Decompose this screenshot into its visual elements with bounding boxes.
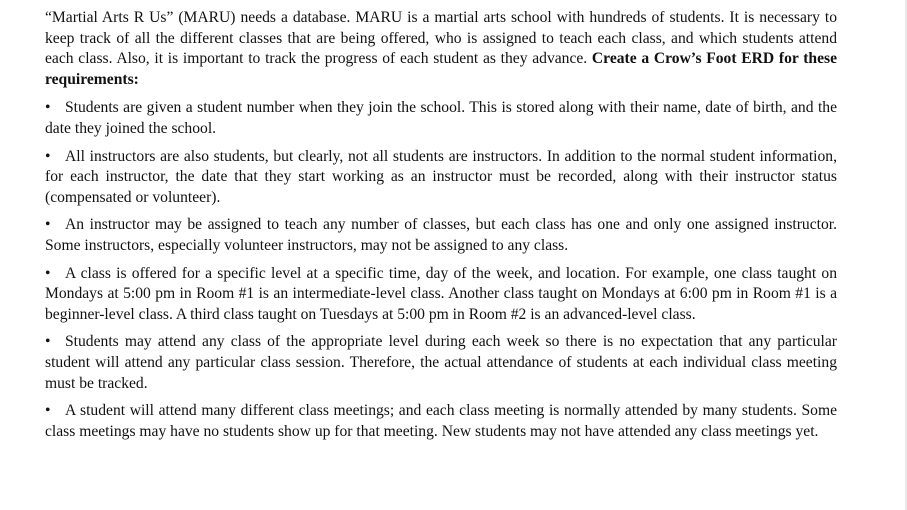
bullet-icon: • [45, 147, 51, 165]
requirement-text: Students are given a student number when they join the school. This is stored along with their name, date of birth, and the date they joined the school. [45, 99, 837, 137]
requirement-text: A student will attend many different class meetings; and each class meeting is normally attended by many students. Some class meetings may have no students show up for that meeting. New students may not have attended any class meetings yet. [45, 402, 837, 440]
requirement-bullet [45, 98, 837, 139]
requirement-bullet [45, 215, 837, 256]
requirement-text: Students may attend any class of the appropriate level during each week so there is no expectation that any particular student will attend any particular class session. Therefore, the actual attendance of students at each individual class meeting must be tracked. [45, 333, 837, 392]
document-page [45, 8, 837, 449]
requirement-bullet [45, 147, 837, 209]
requirement-bullet [45, 401, 837, 442]
requirement-bullet [45, 264, 837, 326]
bullet-icon: • [45, 402, 51, 420]
bullet-icon: • [45, 99, 51, 117]
bullet-icon: • [45, 264, 51, 282]
requirement-bullet [45, 332, 837, 394]
requirement-text: A class is offered for a specific level at a specific time, day of the week, and location. For example, one class taught on Mondays at 5:00 pm in Room #1 is an intermediate-level class. Another class taught on Mondays at 6:00 pm in Room #1 is a beginner-level class. A third class taught on Tuesdays at 5:00 pm in Room #2 is an advanced-level class. [45, 264, 837, 323]
requirement-text: An instructor may be assigned to teach any number of classes, but each class has one and only one assigned instructor. Some instructors, especially volunteer instructors, may not be assigned to any class. [45, 216, 837, 254]
intro-text: “Martial Arts R Us” (MARU) needs a database. MARU is a martial arts school with hundreds of students. It is necessary to keep track of all the different classes that are being offered, who is assigned to teach each class, and which students attend each class. Also, it is important to track the progress of each student as they advance. [45, 9, 837, 68]
requirement-text: All instructors are also students, but clearly, not all students are instructors. In addition to the normal student information, for each instructor, the date that they start working as an instructor must be recorded, along with their instructor status (compensated or volunteer). [45, 147, 837, 206]
intro-bold-instruction: Create a Crow’s Foot ERD for these requirements: [45, 50, 837, 88]
intro-paragraph [45, 8, 837, 90]
bullet-icon: • [45, 333, 51, 351]
bullet-icon: • [45, 216, 51, 234]
